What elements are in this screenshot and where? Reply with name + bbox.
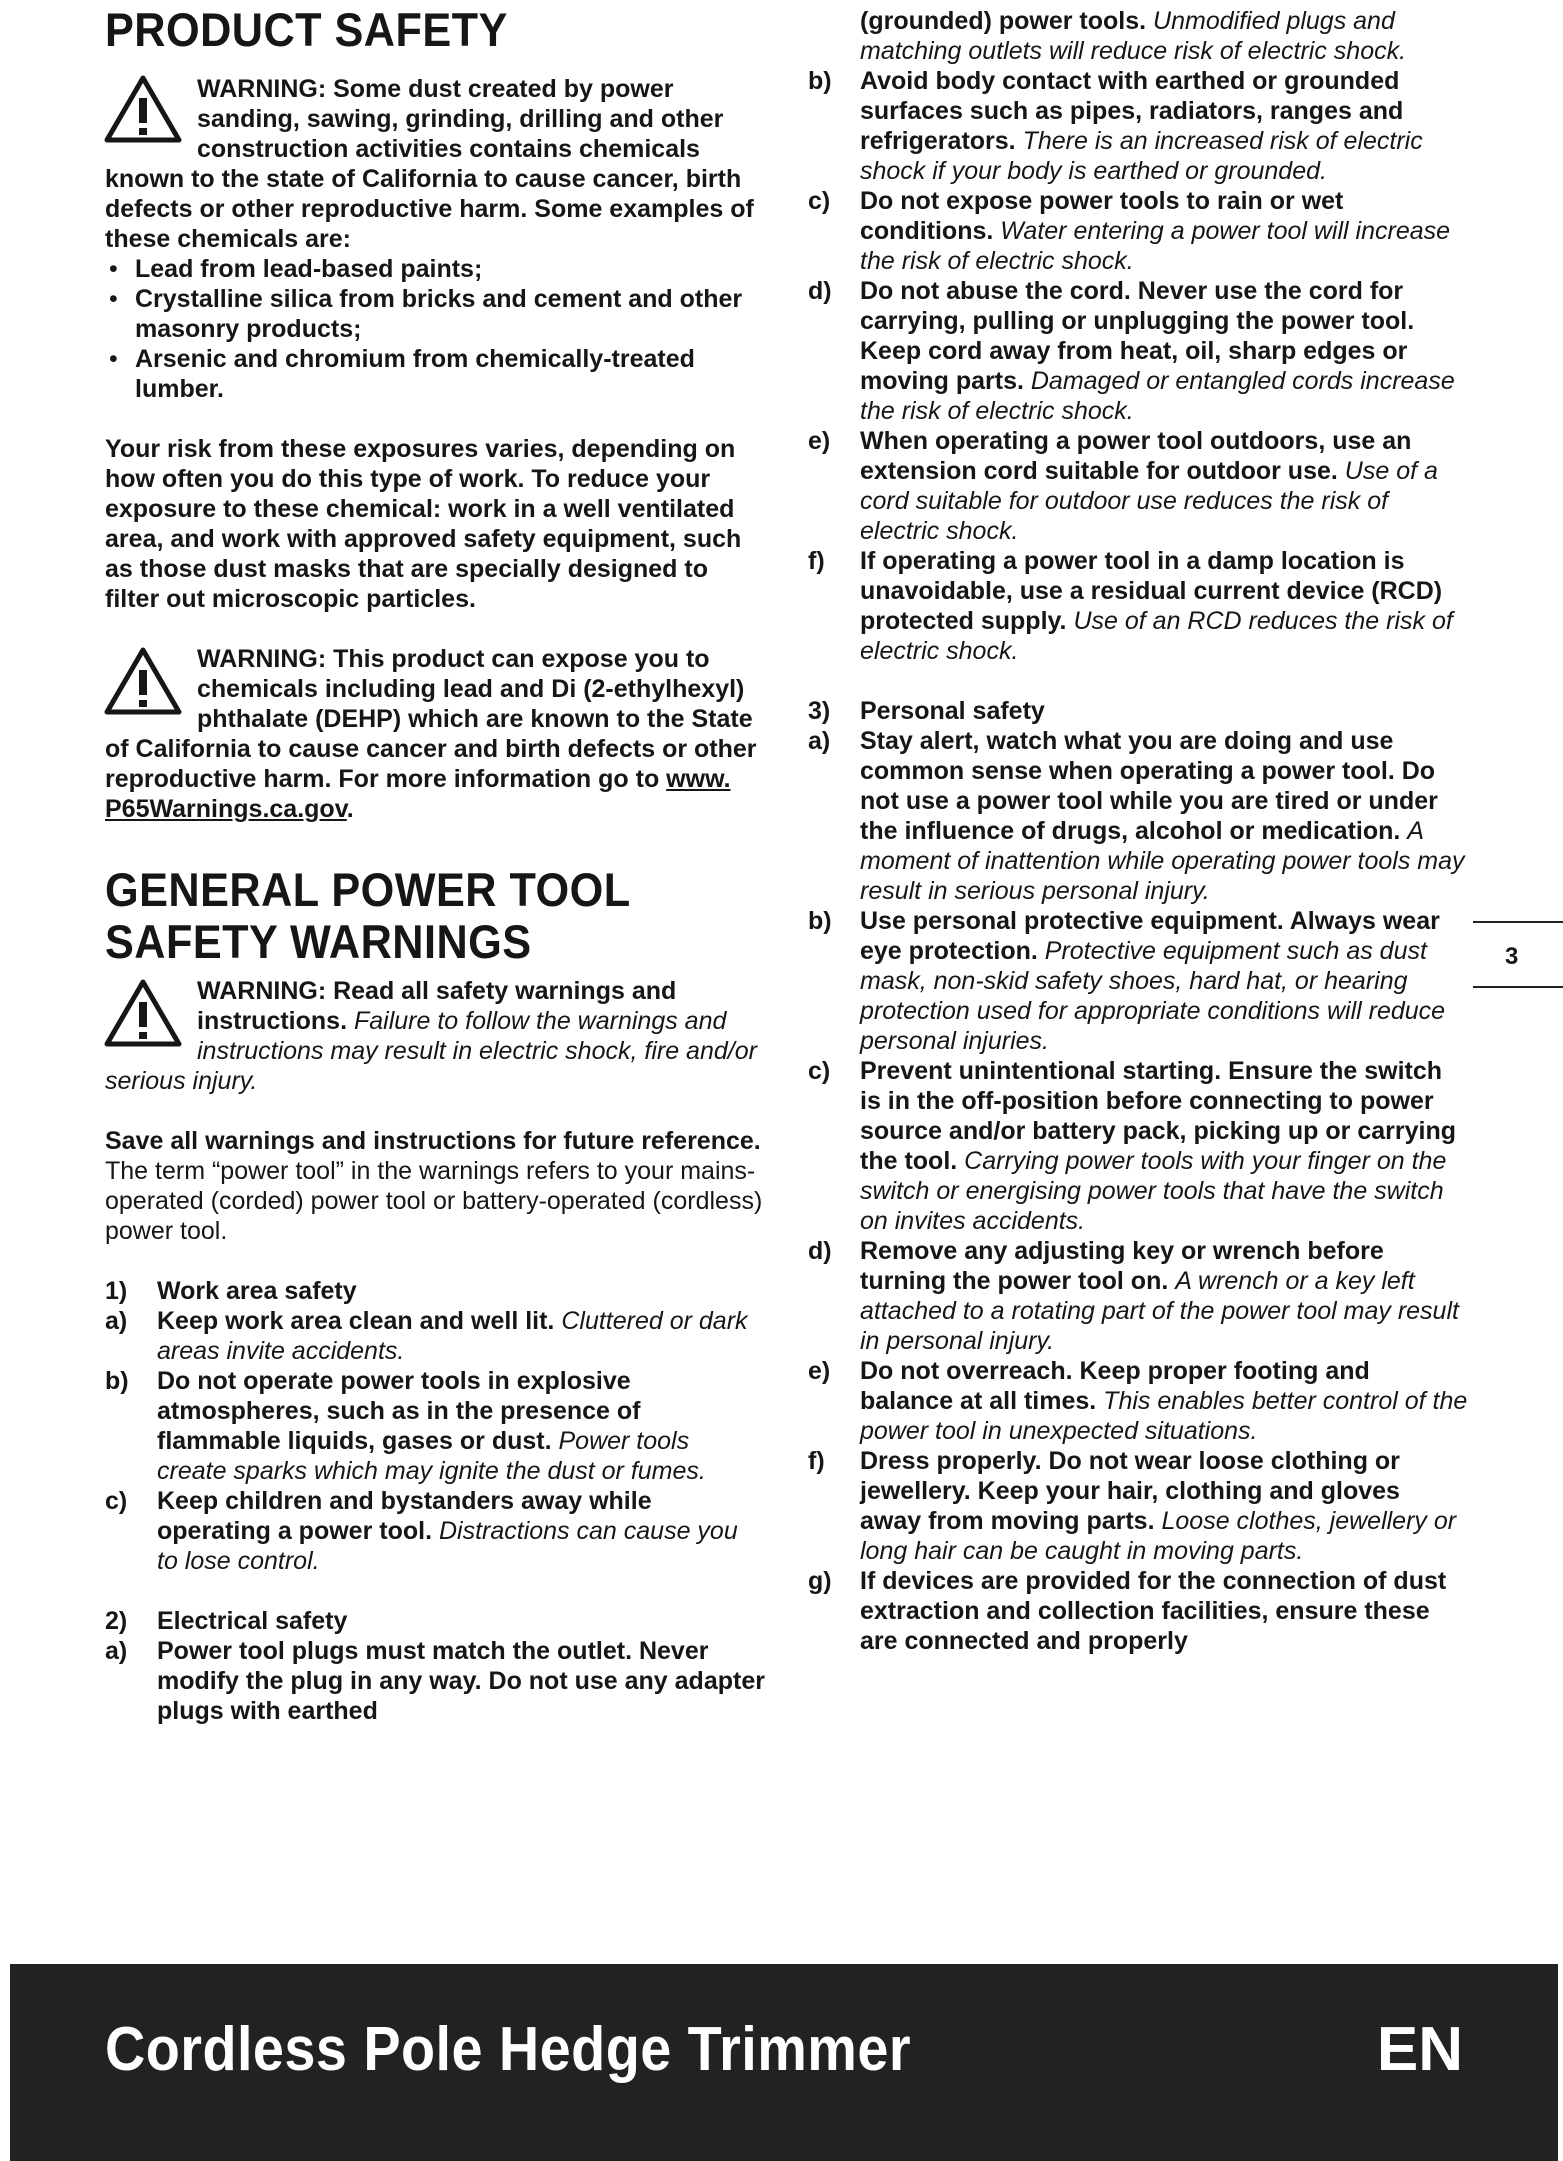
section-title: Electrical safety bbox=[157, 1607, 348, 1635]
footer-bar bbox=[10, 1964, 1558, 2161]
list-item bbox=[808, 1446, 1468, 1566]
item-italic: A wrench or a key left attached to a rotating part of the power tool may result in personal injury. bbox=[860, 1267, 1459, 1355]
list-item bbox=[105, 1366, 765, 1486]
language-code: EN bbox=[1376, 2015, 1463, 2084]
right-column bbox=[808, 6, 1468, 1656]
warning-1-text: WARNING: Some dust created by power sanding, sawing, grinding, drilling and other construction activities contains chemicals known to the state of California to cause cancer, birth defects or other reproductive harm. Some examples of these chemicals are: bbox=[105, 75, 754, 253]
item-label: b) bbox=[808, 907, 832, 935]
item-italic: Protective equipment such as dust mask, non-skid safety shoes, hard hat, or hearing protection used for appropriate conditions will reduce personal injuries. bbox=[860, 937, 1446, 1055]
list-item bbox=[105, 1486, 765, 1576]
item-italic: Damaged or entangled cords increase the risk of electric shock. bbox=[860, 367, 1455, 425]
item-italic: Distractions can cause you to lose control. bbox=[157, 1517, 738, 1575]
personal-section-title bbox=[808, 696, 1468, 726]
item-label: c) bbox=[105, 1487, 128, 1515]
item-bold: (grounded) power tools. bbox=[860, 7, 1147, 35]
item-bold: If devices are provided for the connection of dust extraction and collection facilities, ensure these are connected and properly bbox=[860, 1567, 1447, 1655]
general-heading-line2: SAFETY WARNINGS bbox=[105, 915, 532, 968]
item-bold: Use personal protective equipment. Always wear eye protection. bbox=[860, 907, 1440, 965]
save-warnings-text: Save all warnings and instructions for future reference. bbox=[105, 1127, 761, 1155]
general-heading-line1: GENERAL POWER TOOL bbox=[105, 863, 631, 916]
item-label: b) bbox=[808, 67, 832, 95]
item-italic: Water entering a power tool will increase the risk of electric shock. bbox=[860, 217, 1451, 275]
item-italic: Unmodified plugs and matching outlets will reduce risk of electric shock. bbox=[860, 7, 1407, 65]
prop65-warning-1 bbox=[105, 72, 765, 254]
item-italic: Loose clothes, jewellery or long hair can be caught in moving parts. bbox=[860, 1507, 1457, 1565]
general-warning-bold: WARNING: Read all safety warnings and instructions. bbox=[197, 977, 677, 1035]
list-item bbox=[808, 426, 1468, 546]
list-item bbox=[105, 1306, 765, 1366]
exposure-risk-text: Your risk from these exposures varies, depending on how often you do this type of work. To reduce your exposure to these chemical: work in a well ventilated area, and work with approved safety equipment, such as those dust masks that are specially designed to filter out microscopic particles. bbox=[105, 435, 742, 613]
item-label: a) bbox=[808, 727, 831, 755]
item-italic: Carrying power tools with your finger on the switch or energising power tools that have the switch on invites accidents. bbox=[860, 1147, 1447, 1235]
item-bold: If operating a power tool in a damp location is unavoidable, use a residual current device (RCD) protected supply. bbox=[860, 547, 1443, 635]
item-bold: Keep work area clean and well lit. bbox=[157, 1307, 555, 1335]
item-label: a) bbox=[105, 1307, 128, 1335]
item-label: a) bbox=[105, 1637, 128, 1665]
electrical-section-title bbox=[105, 1606, 765, 1636]
page-number: 3 bbox=[1505, 943, 1519, 970]
section-title: Personal safety bbox=[860, 697, 1045, 725]
item-italic: Use of an RCD reduces the risk of electric shock. bbox=[860, 607, 1453, 665]
product-safety-heading: PRODUCT SAFETY bbox=[105, 3, 508, 56]
left-column bbox=[105, 0, 765, 1726]
item-label: f) bbox=[808, 1447, 825, 1475]
item-bold: Do not abuse the cord. Never use the cord for carrying, pulling or unplugging the power tool. Keep cord away from heat, oil, sharp edges or moving parts. bbox=[860, 277, 1415, 395]
list-item bbox=[105, 1636, 765, 1726]
item-italic: Cluttered or dark areas invite accidents. bbox=[157, 1307, 748, 1365]
item-italic: This enables better control of the power tool in unexpected situations. bbox=[860, 1387, 1468, 1445]
item-label: e) bbox=[808, 1357, 831, 1385]
item-italic: A moment of inattention while operating power tools may result in serious personal injury. bbox=[860, 817, 1465, 905]
item-label: g) bbox=[808, 1567, 832, 1595]
warning-triangle-icon bbox=[103, 74, 183, 144]
item-label: b) bbox=[105, 1367, 129, 1395]
list-item bbox=[808, 276, 1468, 426]
general-warnings-heading bbox=[105, 864, 712, 968]
list-item bbox=[808, 1566, 1468, 1656]
item-bold: Prevent unintentional starting. Ensure the switch is in the off-position before connecting to power source and/or battery pack, picking up or carrying the tool. bbox=[860, 1057, 1456, 1175]
power-tool-term-text: The term “power tool” in the warnings refers to your mains-operated (corded) power tool or battery-operated (cordless) power tool. bbox=[105, 1157, 763, 1245]
list-item bbox=[808, 66, 1468, 186]
list-item bbox=[808, 186, 1468, 276]
p65-warnings-link[interactable]: www. P65Warnings.ca.gov bbox=[105, 765, 731, 823]
chemical-examples-list bbox=[105, 254, 765, 404]
item-bold: Do not expose power tools to rain or wet conditions. bbox=[860, 187, 1344, 245]
list-item bbox=[808, 906, 1468, 1056]
work-area-section-title bbox=[105, 1276, 765, 1306]
list-item: • Crystalline silica from bricks and cement and other masonry products; bbox=[105, 284, 765, 344]
item-bold: Do not overreach. Keep proper footing and balance at all times. bbox=[860, 1357, 1370, 1415]
warning-triangle-icon bbox=[103, 978, 183, 1048]
page-number-rule-bottom bbox=[1473, 986, 1563, 988]
list-item bbox=[808, 1056, 1468, 1236]
list-item bbox=[808, 546, 1468, 666]
list-item bbox=[808, 1236, 1468, 1356]
list-item: • Lead from lead-based paints; bbox=[105, 254, 765, 284]
item-label: f) bbox=[808, 547, 825, 575]
item-bold: Avoid body contact with earthed or grounded surfaces such as pipes, radiators, ranges and refrigerators. bbox=[860, 67, 1404, 155]
section-title: Work area safety bbox=[157, 1277, 357, 1305]
prop65-warning-2 bbox=[105, 644, 765, 824]
item-bold: Do not operate power tools in explosive atmospheres, such as in the presence of flammable liquids, gases or dust. bbox=[157, 1367, 641, 1455]
item-italic: There is an increased risk of electric shock if your body is earthed or grounded. bbox=[860, 127, 1423, 185]
item-label: c) bbox=[808, 1057, 831, 1085]
item-italic: Power tools create sparks which may ignite the dust or fumes. bbox=[157, 1427, 706, 1485]
warning-2-text: WARNING: This product can expose you to chemicals including lead and Di (2-ethylhexyl) phthalate (DEHP) which are known to the State of California to cause cancer and birth defects or other reproductive harm. For more information go to bbox=[105, 645, 757, 793]
item-label: e) bbox=[808, 427, 831, 455]
section-number: 1) bbox=[105, 1277, 128, 1305]
item-bold: When operating a power tool outdoors, use an extension cord suitable for outdoor use. bbox=[860, 427, 1412, 485]
item-label: c) bbox=[808, 187, 831, 215]
list-item bbox=[808, 726, 1468, 906]
general-warning bbox=[105, 976, 765, 1096]
warning-triangle-icon bbox=[103, 646, 183, 716]
list-item bbox=[808, 1356, 1468, 1446]
product-title: Cordless Pole Hedge Trimmer bbox=[105, 2015, 912, 2084]
item-bold: Dress properly. Do not wear loose clothing or jewellery. Keep your hair, clothing and gloves away from moving parts. bbox=[860, 1447, 1400, 1535]
list-item-continuation bbox=[808, 6, 1468, 66]
page-number-rule-top bbox=[1473, 921, 1563, 923]
warning-2-end: . bbox=[346, 795, 354, 823]
item-bold: Keep children and bystanders away while operating a power tool. bbox=[157, 1487, 652, 1545]
section-number: 2) bbox=[105, 1607, 128, 1635]
list-item: • Arsenic and chromium from chemically-treated lumber. bbox=[105, 344, 765, 404]
item-label: d) bbox=[808, 277, 832, 305]
item-bold: Power tool plugs must match the outlet. Never modify the plug in any way. Do not use any adapter plugs with earthed bbox=[157, 1637, 765, 1725]
section-number: 3) bbox=[808, 697, 831, 725]
general-warning-italic: Failure to follow the warnings and instructions may result in electric shock, fire and/or serious injury. bbox=[105, 1007, 757, 1095]
item-bold: Remove any adjusting key or wrench before turning the power tool on. bbox=[860, 1237, 1384, 1295]
item-italic: Use of a cord suitable for outdoor use reduces the risk of electric shock. bbox=[860, 457, 1438, 545]
item-bold: Stay alert, watch what you are doing and use common sense when operating a power tool. Do not use a power tool while you are tired or under the influence of drugs, alcohol or medication. bbox=[860, 727, 1438, 845]
item-label: d) bbox=[808, 1237, 832, 1265]
